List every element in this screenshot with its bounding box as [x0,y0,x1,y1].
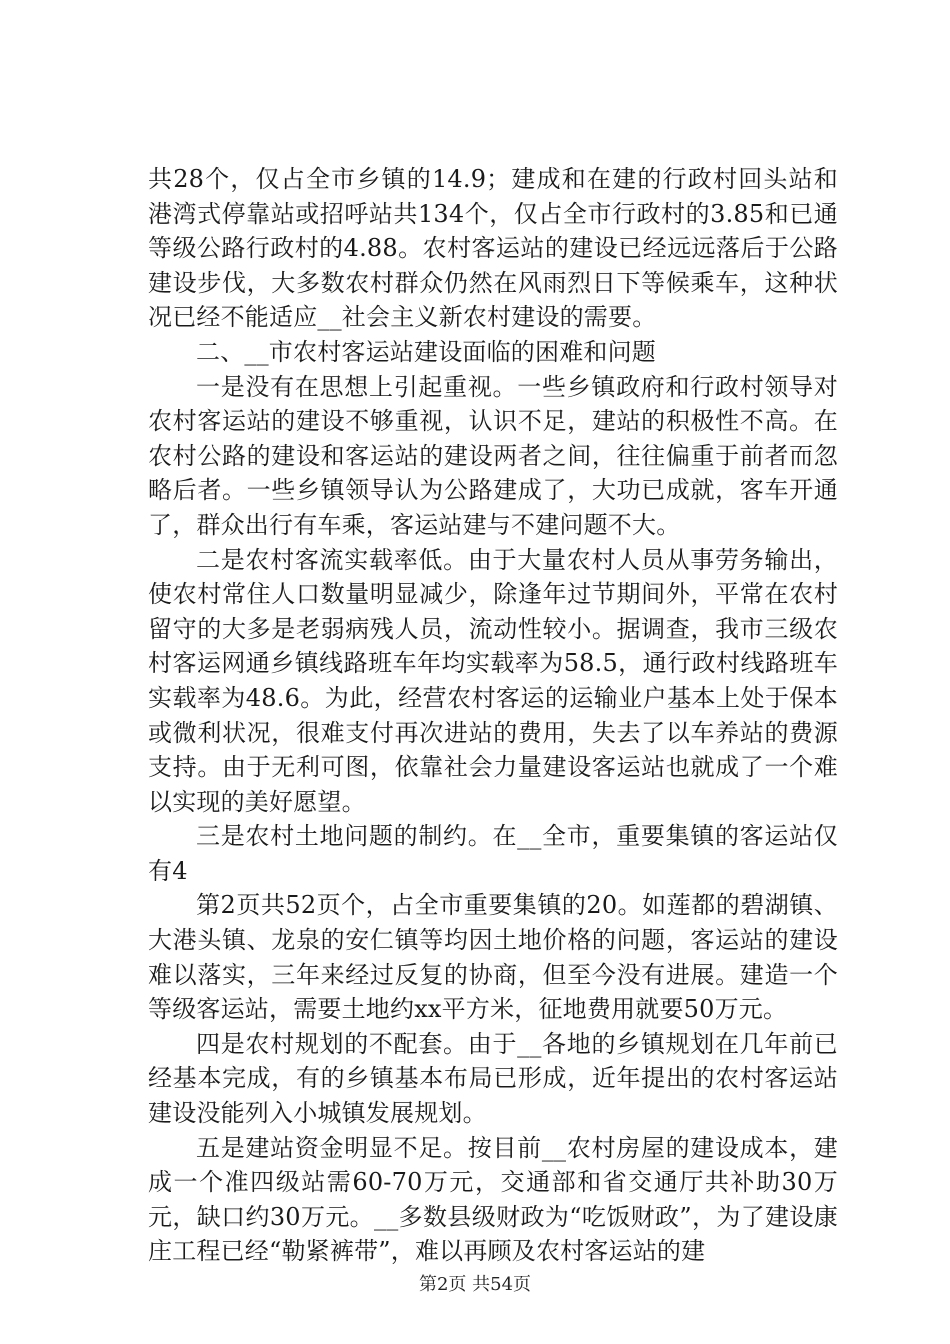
paragraph-7: 四是农村规划的不配套。由于__各地的乡镇规划在几年前已经基本完成，有的乡镇基本布局已形成，近年提出的农村客运站建设没能列入小城镇发展规划。 [148,1029,838,1128]
paragraph-1: 共28个，仅占全市乡镇的14.9；建成和在建的行政村回头站和港湾式停靠站或招呼站共134个，仅占全市行政村的3.85和已通等级公路行政村的4.88。农村客运站的建设已经远远落后于公路建设步伐，大多数农村群众仍然在风雨烈日下等候乘车，这种状况已经不能适应__社会主义新农村建设的需要。 [148,165,838,332]
paragraph-6: 第2页共52页个，占全市重要集镇的20。如莲都的碧湖镇、大港头镇、龙泉的安仁镇等均因土地价格的问题，客运站的建设难以落实，三年来经过反复的协商，但至今没有进展。建造一个等级客运站，需要土地约xx平方米，征地费用就要50万元。 [148,891,838,1024]
document-body [148,162,838,1269]
paragraph-4: 二是农村客流实载率低。由于大量农村人员从事劳务输出，使农村常住人口数量明显减少，除逢年过节期间外，平常在农村留守的大多是老弱病残人员，流动性较小。据调查，我市三级农村客运网通乡镇线路班车年均实载率为58.5，通行政村线路班车实载率为48.6。为此，经营农村客运的运输业户基本上处于保本或微利状况，很难支付再次进站的费用，失去了以车养站的费源支持。由于无利可图，依靠社会力量建设客运站也就成了一个难以实现的美好愿望。 [148,545,838,816]
section-heading: 二、__市农村客运站建设面临的困难和问题 [196,337,656,366]
paragraph-8: 五是建站资金明显不足。按目前__农村房屋的建设成本，建成一个准四级站需60-70万元，交通部和省交通厅共补助30万元，缺口约30万元。__多数县级财政为“吃饭财政”，为了建设康庄工程已经“勒紧裤带”，难以再顾及农村客运站的建 [148,1133,838,1266]
paragraph-5: 三是农村土地问题的制约。在__全市，重要集镇的客运站仅有4 [148,822,838,885]
page-footer: 第2页 共54页 [418,1274,532,1295]
paragraph-3: 一是没有在思想上引起重视。一些乡镇政府和行政村领导对农村客运站的建设不够重视，认识不足，建站的积极性不高。在农村公路的建设和客运站的建设两者之间，往往偏重于前者而忽略后者。一些乡镇领导认为公路建成了，大功已成就，客车开通了，群众出行有车乘，客运站建与不建问题不大。 [148,372,838,539]
